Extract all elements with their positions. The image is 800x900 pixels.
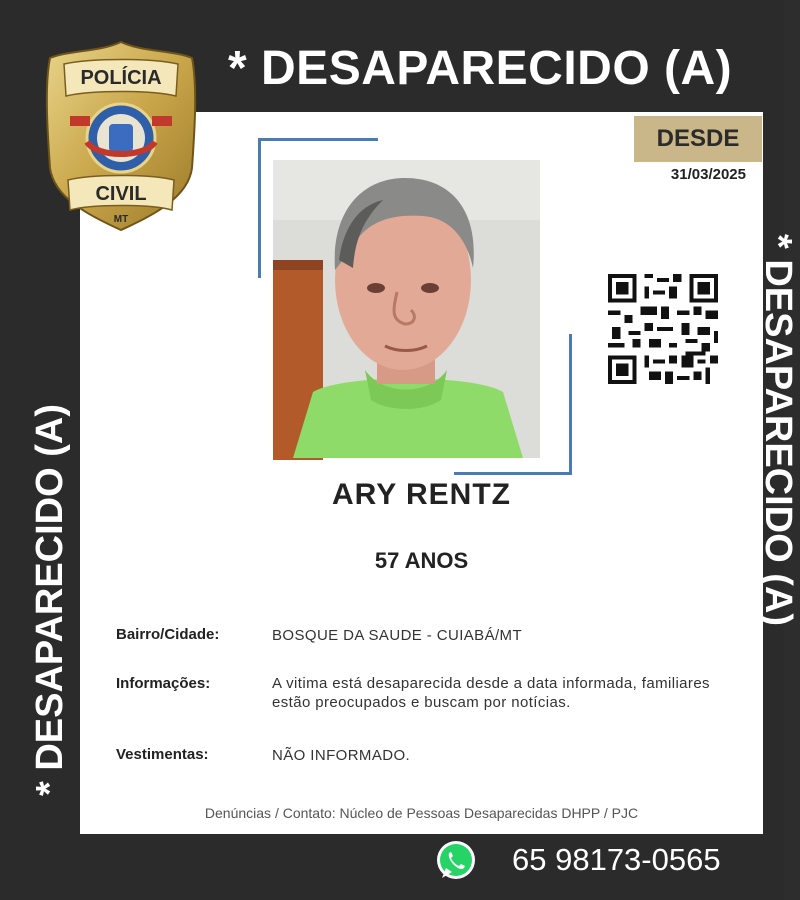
poster-title: * DESAPARECIDO (A)	[228, 42, 733, 95]
badge-bottom-text: CIVIL	[95, 183, 147, 205]
contact-note: Denúncias / Contato: Núcleo de Pessoas Desaparecidas DHPP / PJC	[204, 805, 639, 821]
detail-value-clothing: NÃO INFORMADO.	[272, 747, 411, 764]
detail-label-clothing: Vestimentas:	[116, 746, 209, 763]
whatsapp-icon[interactable]	[434, 838, 478, 882]
detail-value-info: A vitima está desaparecida desde a data informada, familiares estão preocupados e buscam por notícias.	[272, 675, 710, 711]
detail-label-info: Informações:	[116, 675, 211, 692]
detail-value-neighborhood: BOSQUE DA SAUDE - CUIABÁ/MT	[272, 627, 523, 644]
side-banner-left-text: * DESAPARECIDO (A)	[29, 404, 71, 796]
badge-top-text: POLÍCIA	[80, 67, 162, 89]
person-photo	[273, 160, 540, 458]
since-label: DESDE	[634, 116, 762, 162]
badge-state-text: MT	[113, 214, 129, 225]
contact-phone[interactable]: 65 98173-0565	[512, 842, 721, 877]
side-banner-right-text: * DESAPARECIDO (A)	[757, 234, 799, 626]
police-badge-icon	[42, 38, 200, 234]
qr-code[interactable]	[604, 270, 722, 388]
person-age: 57 ANOS	[374, 548, 469, 573]
detail-label-neighborhood: Bairro/Cidade:	[116, 626, 220, 643]
since-date: 31/03/2025	[670, 166, 746, 183]
person-name: ARY RENTZ	[331, 478, 511, 511]
